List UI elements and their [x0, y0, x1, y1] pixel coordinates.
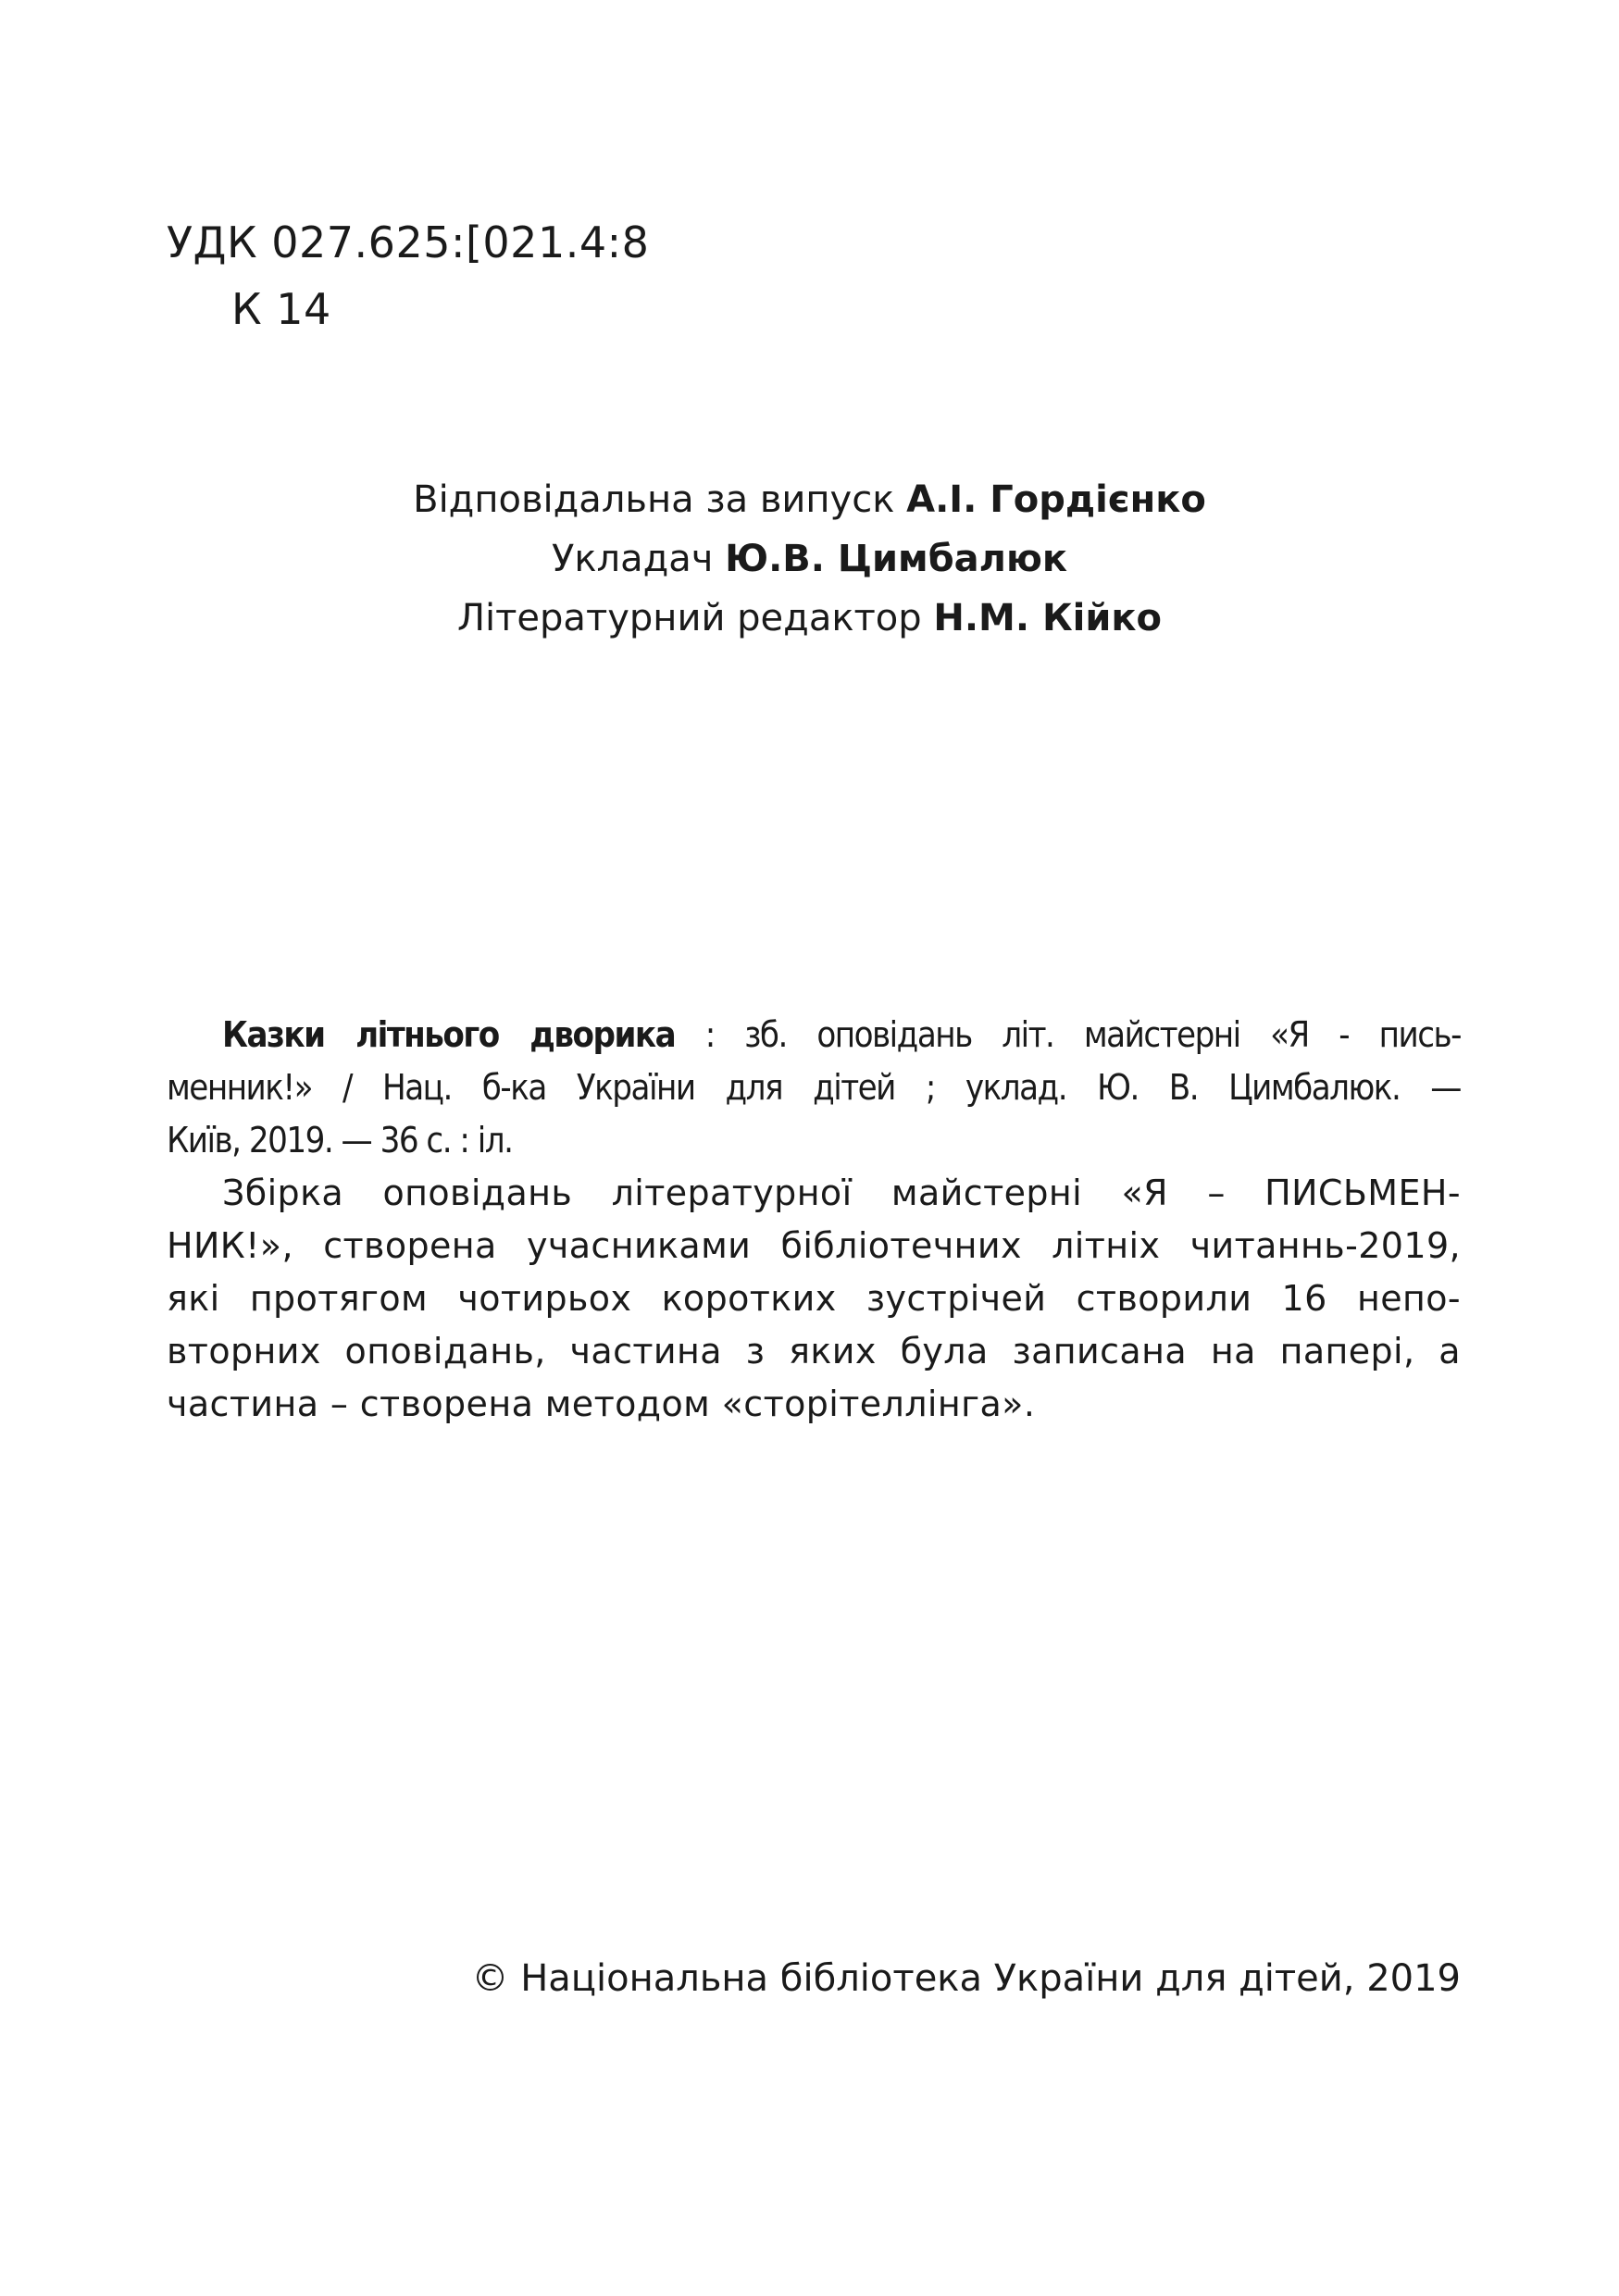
credit-name: А.І. Гордієнко — [906, 478, 1206, 521]
credit-label: Відповідальна за випуск — [413, 478, 895, 521]
author-mark: К 14 — [231, 284, 331, 334]
bibliographic-line-3: Київ, 2019. — 36 с. : іл. — [167, 1120, 513, 1160]
bibliographic-line-1 — [167, 1009, 1461, 1061]
summary-line-4: вторних оповідань, частина з яких була записана на папері, а — [167, 1331, 1461, 1371]
bibliographic-text: : зб. оповідань літ. майстерні «Я - пись- — [675, 1014, 1461, 1055]
credit-label: Укладач — [552, 538, 714, 580]
credit-name: Ю.В. Цимбалюк — [725, 538, 1067, 580]
summary-line-2: НИК!», створена учасниками бібліотечних літніх читаннь-2019, — [167, 1225, 1461, 1266]
summary-line-3: які протягом чотирьох коротких зустрічей створили 16 непо- — [167, 1278, 1461, 1319]
annotation — [167, 1009, 1461, 1431]
udk-code: УДК 027.625:[021.4:8 — [167, 217, 650, 267]
bibliographic-line-2: менник!» / Нац. б-ка України для дітей ; уклад. Ю. В. Цимбалюк. — — [167, 1067, 1461, 1108]
credits — [0, 470, 1619, 648]
credit-name: Н.М. Кійко — [933, 597, 1163, 639]
credit-line-responsible — [0, 470, 1619, 529]
summary-line-1: Збірка оповідань літературної майстерні «Я – ПИСЬМЕН- — [222, 1173, 1461, 1213]
copyright-notice: © Національна бібліотека України для дітей, 2019 — [471, 1957, 1461, 2000]
book-title: Казки літнього дворика — [222, 1014, 676, 1055]
udk-block — [167, 209, 649, 342]
credit-line-compiler — [0, 529, 1619, 589]
credit-label: Літературний редактор — [456, 597, 922, 639]
summary-line-5: частина – створена методом «сторітеллінга». — [167, 1384, 1036, 1424]
credit-line-editor — [0, 589, 1619, 648]
